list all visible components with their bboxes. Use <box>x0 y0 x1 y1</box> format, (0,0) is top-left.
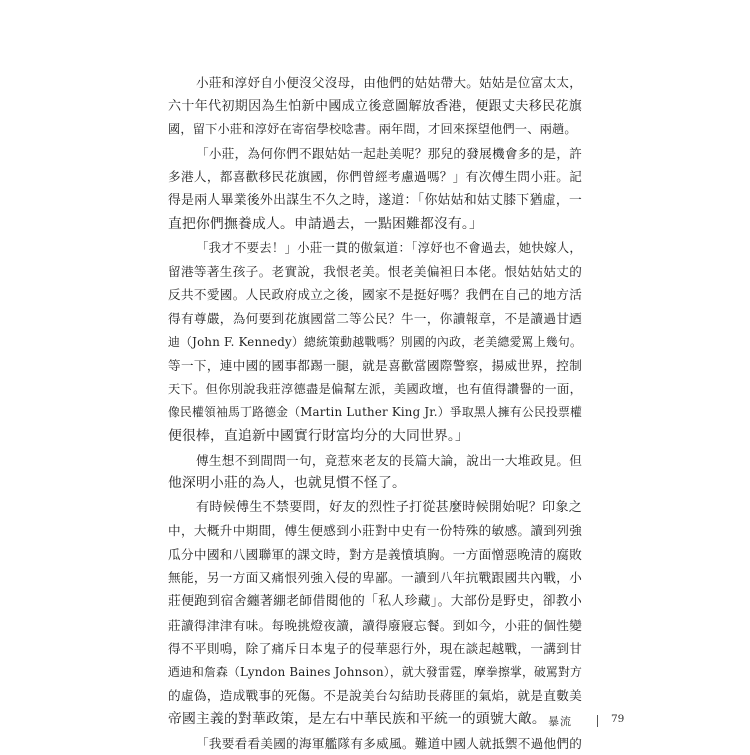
body-text <box>168 71 582 755</box>
text-line: 等一下，連中國的國事都踢一腿，就是喜歡當國際警察，揚威世界，控制 <box>168 358 582 374</box>
page-number: 79 <box>611 713 625 725</box>
text-line: 的虛偽，造成戰事的死傷。不是說美台勾結助長蔣匪的氣焰，就是直數美 <box>168 688 582 704</box>
running-footer-title: 暴流 <box>548 715 572 728</box>
text-line: 國，留下小莊和淳妤在寄宿學校唸書。兩年間，才回來探望他們一、兩趟。 <box>168 122 577 137</box>
text-line: 「我才不要去！」小莊一貫的傲氣道：「淳妤也不會過去，她快嫁人， <box>196 240 582 256</box>
text-line: 多港人，都喜歡移民花旗國，你們曾經考慮過嗎？」有次傅生問小莊。記 <box>168 169 582 185</box>
text-line: 有時候傅生不禁要問，好友的烈性子打從甚麼時候開始呢？印象之 <box>196 499 582 515</box>
text-line: 「我要看看美國的海軍艦隊有多威風。難道中國人就抵禦不過他們的 <box>196 735 582 751</box>
text-line: 他深明小莊的為人，也就見慣不怪了。 <box>168 475 406 492</box>
text-line: 像民權領袖馬丁路德金（Martin Luther King Jr.）爭取黑人擁有公民投票權 <box>168 405 582 420</box>
text-line: 瓜分中國和八國聯軍的課文時，對方是義憤填胸。一方面憎惡晚清的腐敗 <box>168 546 582 562</box>
text-line: 小莊和淳妤自小便沒父沒母，由他們的姑姑帶大。姑姑是位富太太， <box>196 75 582 90</box>
text-line: 傅生想不到間問一句，竟惹來老友的長篇大論，說出一大堆政見。但 <box>196 452 582 468</box>
text-line: 帝國主義的對華政策，是左右中華民族和平統一的頭號大敵。 <box>168 711 546 728</box>
text-line: 中，大概升中期間，傅生便感到小莊對中史有一份特殊的敏感。讀到列強 <box>168 523 582 539</box>
text-line: 莊讀得津津有味。每晚挑燈夜讀，讀得廢寢忘餐。到如今，小莊的個性變 <box>168 617 582 633</box>
text-line: 莊便跑到宿舍纏著綳老師借閱他的「私人珍藏」。大部份是野史，卻教小 <box>168 594 582 610</box>
text-line: 反共不愛國。人民政府成立之後，國家不是挺好嗎？我們在自己的地方活 <box>168 287 582 303</box>
text-line: 迺迪和詹森（Lyndon Baines Johnson），就大發雷霆，摩拳擦掌，破罵對方 <box>168 664 582 679</box>
text-line: 「小莊，為何你們不跟姑姑一起赴美呢？那兒的發展機會多的是，許 <box>196 145 582 161</box>
page-footer <box>0 713 750 733</box>
text-line: 迪（John F. Kennedy）總統策動越戰嗎？別國的內政，老美總愛罵上幾句。 <box>168 334 582 349</box>
text-line: 天下。但你別說我莊淳德盡是偏幫左派，美國政壇，也有值得讚譽的一面， <box>168 381 582 396</box>
text-line: 得不平則鳴，除了痛斥日本鬼子的侵華惡行外，現在談起越戰，一講到甘 <box>168 641 582 657</box>
text-line: 無能，另一方面又痛恨列強入侵的卑鄙。一讀到八年抗戰跟國共內戰，小 <box>168 570 582 586</box>
text-line: 六十年代初期因為生怕新中國成立後意圖解放香港，便跟丈夫移民花旗 <box>168 98 582 114</box>
footer-separator <box>597 715 598 727</box>
text-line: 直把你們撫養成人。申請過去，一點困難都沒有。」 <box>168 215 484 232</box>
text-line: 便很棒，直追新中國實行財富均分的大同世界。」 <box>168 427 470 444</box>
text-line: 得有尊嚴，為何要到花旗國當二等公民？牛一，你讀報章，不是讀過甘迺 <box>168 310 582 326</box>
text-line: 得是兩人畢業後外出謀生不久之時，遂道：「你姑姑和姑丈膝下猶虛，一 <box>168 192 582 208</box>
text-line: 留港等著生孩子。老實說，我恨老美。恨老美偏袒日本佬。恨姑姑姑丈的 <box>168 263 582 279</box>
